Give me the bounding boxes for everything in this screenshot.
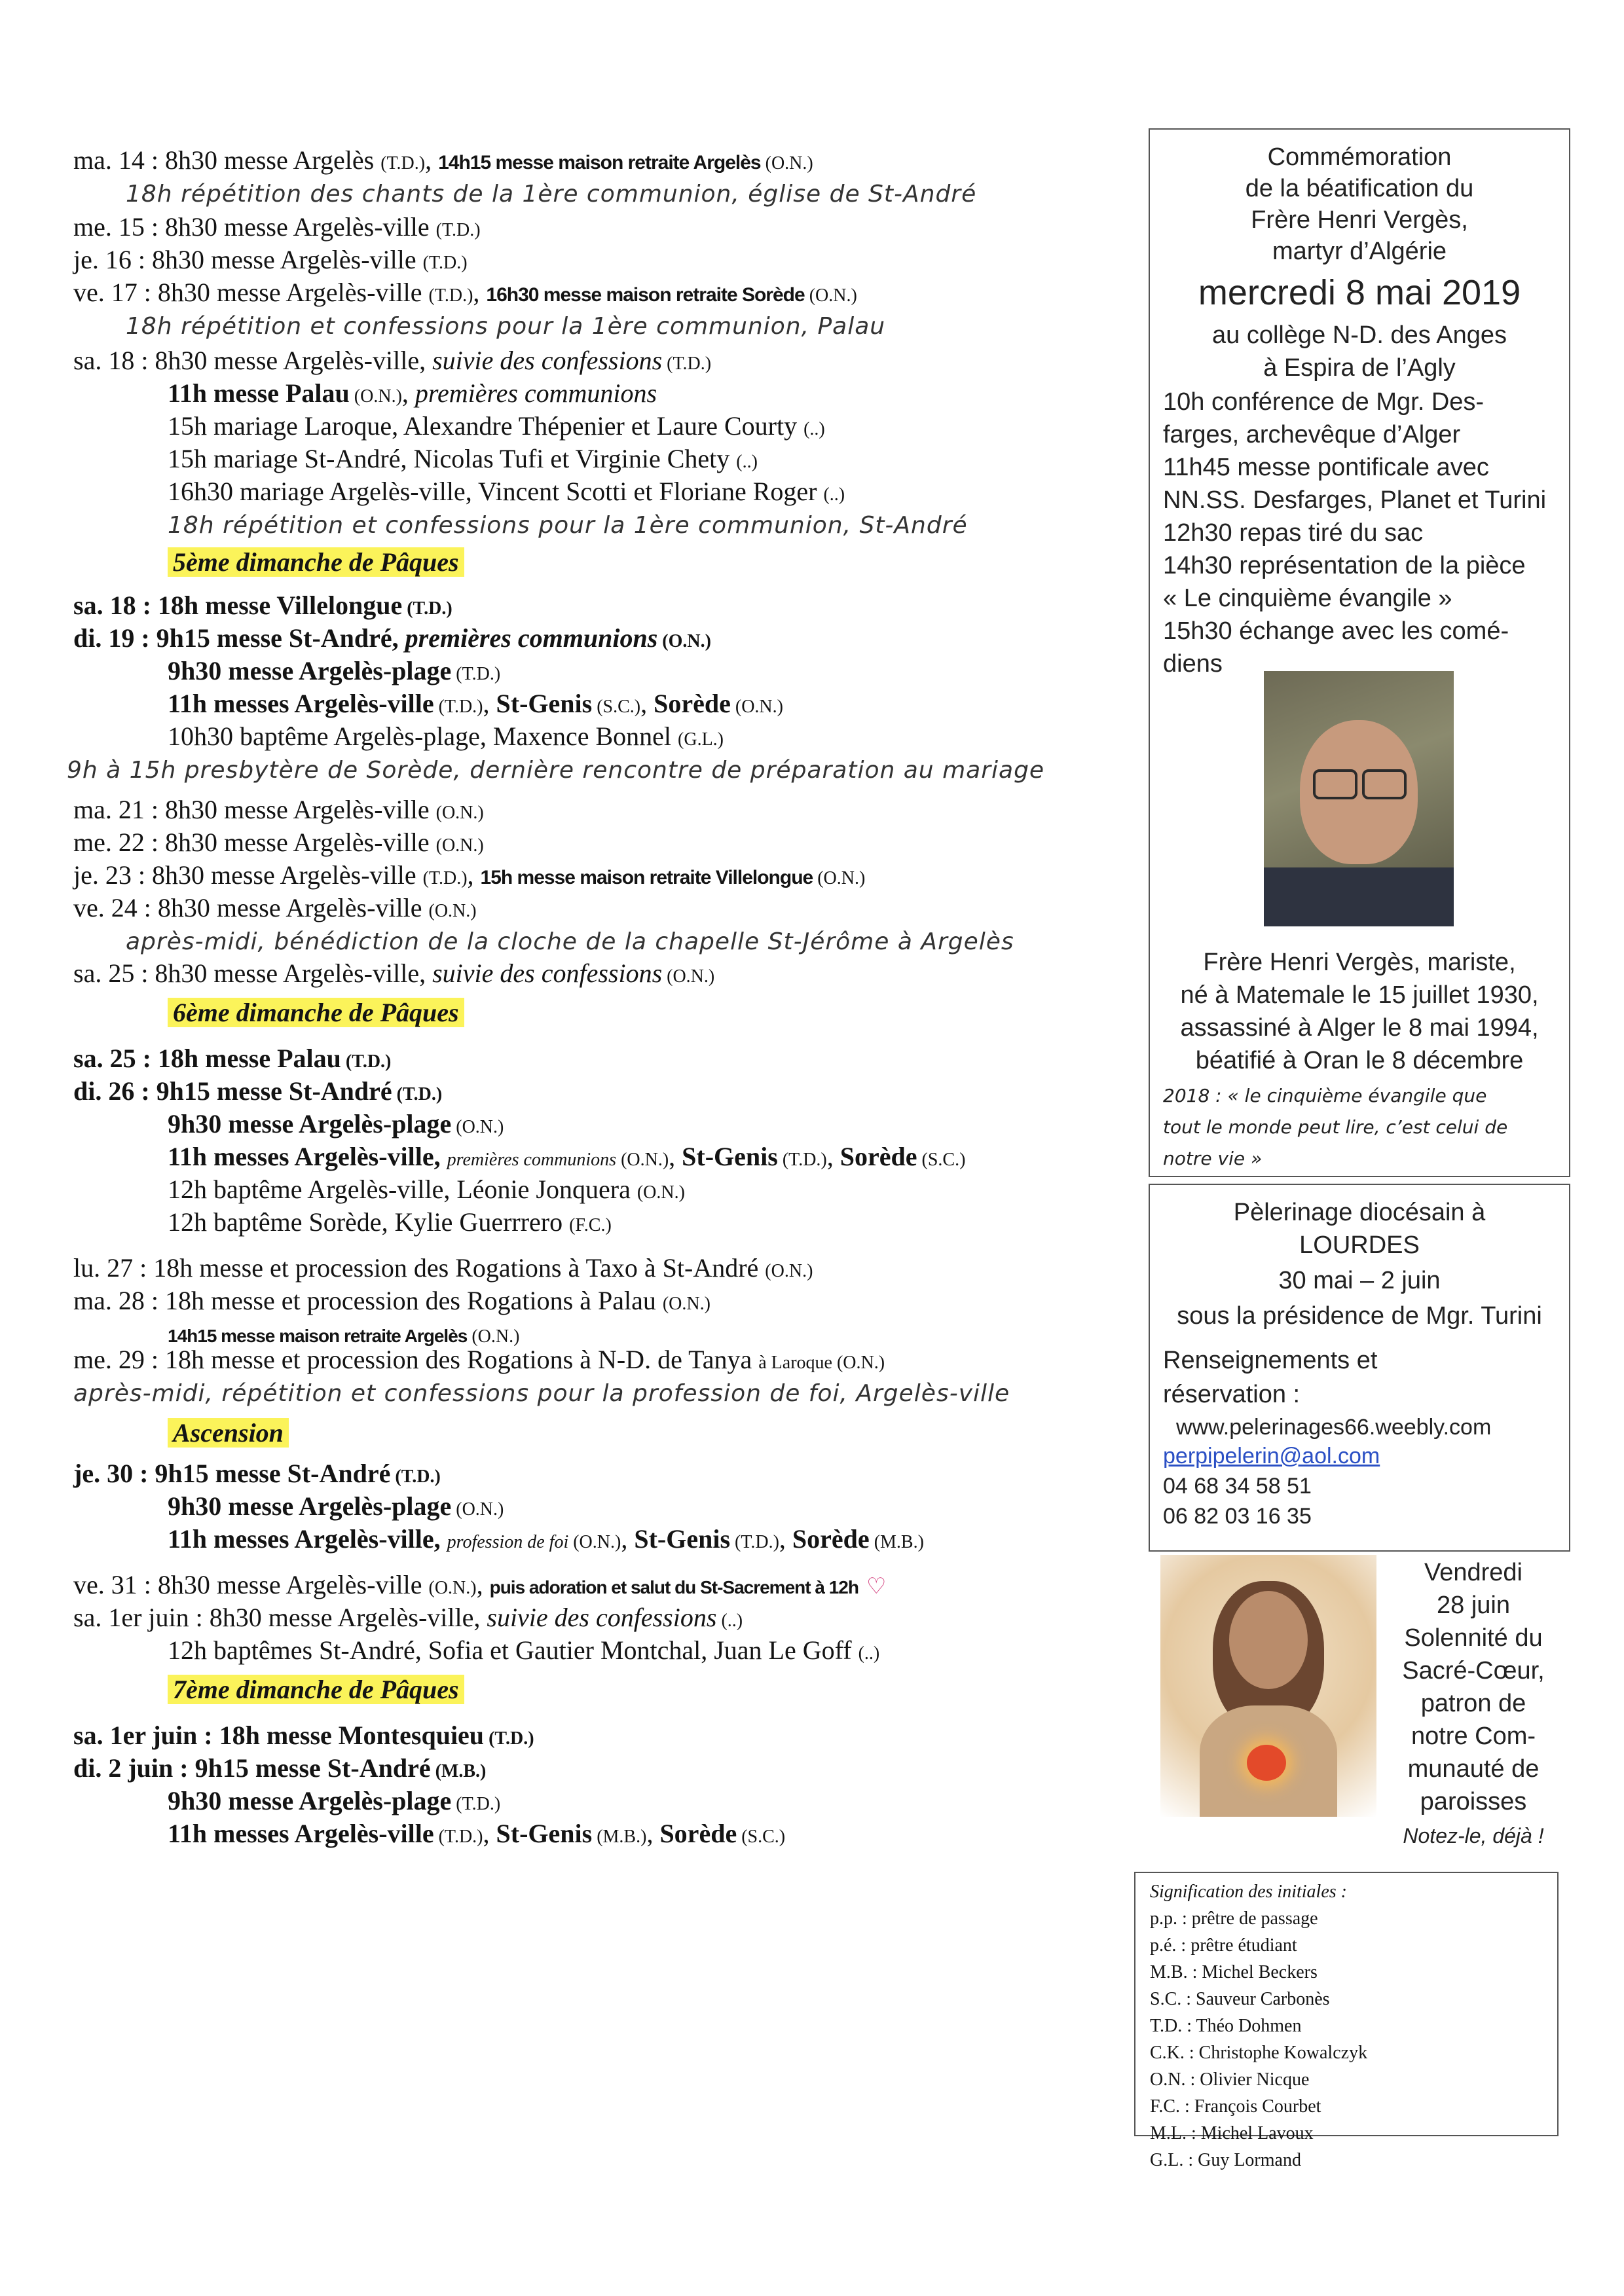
schedule-text: , <box>669 1142 682 1171</box>
schedule-text: me. 15 : 8h30 messe Argelès-ville <box>73 212 436 242</box>
schedule-text: 16h30 messe maison retraite Sorède <box>486 284 805 306</box>
schedule-text: ma. 28 : 18h messe et procession des Rogations à Palau <box>73 1286 663 1315</box>
schedule-line <box>67 753 1044 787</box>
beatification-line: Commémoration <box>1267 143 1452 171</box>
schedule-text: (O.N.) <box>765 1261 813 1281</box>
schedule-text: (..) <box>803 419 825 439</box>
beatification-place: au collège N-D. des Anges <box>1212 321 1507 349</box>
schedule-text: (O.N.) <box>467 1326 520 1347</box>
schedule-line <box>126 309 885 343</box>
schedule-text: , <box>640 689 654 718</box>
beatification-place: à Espira de l’Agly <box>1263 354 1456 382</box>
schedule-text: (M.B.) <box>869 1532 924 1552</box>
schedule-text: (T.D.) <box>402 598 452 619</box>
schedule-line <box>73 1752 486 1788</box>
schedule-text: (O.N.) <box>657 631 711 651</box>
schedule-line <box>168 1785 500 1821</box>
schedule-text: (T.D.) <box>484 1728 534 1749</box>
pilgrimage-box <box>1149 1184 1570 1552</box>
schedule-line <box>168 410 825 446</box>
schedule-text: (T.D.) <box>434 697 483 717</box>
sacred-heart-line: munauté de <box>1407 1755 1540 1783</box>
schedule-text: 10h30 baptême Argelès-plage, Maxence Bonnel <box>168 721 678 751</box>
schedule-text: je. 23 : 8h30 messe Argelès-ville <box>73 860 423 890</box>
legend-item: p.p. : prêtre de passage <box>1150 1908 1318 1929</box>
schedule-line <box>168 1206 612 1242</box>
schedule-text: (T.D.) <box>730 1532 779 1552</box>
schedule-text: (O.N.) <box>832 1353 885 1373</box>
schedule-text: , <box>476 1570 490 1599</box>
schedule-text: (F.C.) <box>569 1215 612 1235</box>
schedule-line <box>73 793 484 829</box>
sacred-heart-note: Notez-le, déjà ! <box>1403 1824 1544 1848</box>
schedule-text: , <box>779 1524 792 1554</box>
schedule-text: à Laroque <box>758 1353 832 1373</box>
schedule-text: (O.N.) <box>428 1578 477 1598</box>
schedule-text: (T.D.) <box>434 1827 483 1847</box>
schedule-line <box>73 276 857 312</box>
schedule-line <box>73 144 813 180</box>
schedule-text: Sorède <box>840 1142 917 1171</box>
sacred-heart-line: Solennité du <box>1404 1624 1543 1652</box>
schedule-text: 14h15 messe maison retraite Argelès <box>438 152 761 173</box>
schedule-text: St-Genis <box>496 689 593 718</box>
beatification-line: Frère Henri Vergès, <box>1251 206 1468 234</box>
program-line: 14h30 représentation de la pièce <box>1163 552 1526 579</box>
schedule-text: (M.B.) <box>592 1827 647 1847</box>
schedule-line <box>73 589 452 625</box>
schedule-line <box>168 655 500 691</box>
schedule-text: (T.D.) <box>422 253 468 273</box>
handwritten-note: après-midi, bénédiction de la cloche de la chapelle St-Jérôme à Argelès <box>126 928 1014 955</box>
program-line: 15h30 échange avec les comé- <box>1163 617 1509 645</box>
program-line: 10h conférence de Mgr. Des- <box>1163 388 1485 416</box>
program-line: NN.SS. Desfarges, Planet et Turini <box>1163 486 1547 514</box>
schedule-line <box>168 1817 785 1853</box>
schedule-line <box>73 622 711 658</box>
schedule-text: , <box>473 278 487 307</box>
schedule-text: (O.N.) <box>568 1532 621 1552</box>
sacred-heart-line: Sacré-Cœur, <box>1402 1657 1545 1685</box>
schedule-text: sa. 18 : 18h messe Villelongue <box>73 591 403 620</box>
bio-line: Frère Henri Vergès, mariste, <box>1203 949 1516 976</box>
bio-line: assassiné à Alger le 8 mai 1994, <box>1180 1014 1539 1042</box>
email-link[interactable]: perpipelerin@aol.com <box>1163 1444 1380 1468</box>
pilgrimage-line: sous la présidence de Mgr. Turini <box>1177 1302 1542 1330</box>
schedule-line <box>168 720 724 756</box>
schedule-text: (T.D.) <box>451 664 501 684</box>
schedule-text: 12h baptêmes St-André, Sofia et Gautier Montchal, Juan Le Goff <box>168 1635 858 1665</box>
liturgical-heading: Ascension <box>168 1418 289 1448</box>
beatification-date: mercredi 8 mai 2019 <box>1198 273 1521 312</box>
info-line: réservation : <box>1163 1381 1301 1408</box>
schedule-text: me. 22 : 8h30 messe Argelès-ville <box>73 828 436 857</box>
schedule-text: 11h messe Palau <box>168 378 350 408</box>
schedule-text: (O.N.) <box>349 386 402 407</box>
program-line: farges, archevêque d’Alger <box>1163 421 1461 448</box>
schedule-line <box>73 211 481 247</box>
schedule-line <box>168 996 464 1029</box>
schedule-text: profession de foi <box>447 1532 569 1552</box>
program-line: « Le cinquième évangile » <box>1163 585 1452 612</box>
schedule-line <box>73 859 865 895</box>
schedule-text: sa. 1er juin : 8h30 messe Argelès-ville, <box>73 1603 487 1632</box>
program-line: 11h45 messe pontificale avec <box>1163 454 1489 481</box>
schedule-text: (T.D.) <box>428 285 473 306</box>
phone-number: 06 82 03 16 35 <box>1163 1504 1312 1529</box>
beatification-box <box>1149 128 1570 1177</box>
schedule-text: (S.C.) <box>917 1150 966 1170</box>
schedule-text: (M.B.) <box>430 1761 487 1781</box>
schedule-text: St-Genis <box>682 1142 778 1171</box>
schedule-text: premières communions <box>415 378 657 408</box>
handwritten-note: 18h répétition des chants de la 1ère communion, église de St-André <box>126 181 977 208</box>
bio-quote: tout le monde peut lire, c’est celui de <box>1163 1116 1508 1138</box>
schedule-text: suivie des confessions <box>432 346 663 375</box>
schedule-text: premières communions <box>447 1150 617 1170</box>
schedule-text: (O.N.) <box>637 1182 685 1203</box>
legend-item: T.D. : Théo Dohmen <box>1150 2016 1302 2036</box>
schedule-text: me. 29 : 18h messe et procession des Rogations à N-D. de Tanya <box>73 1345 759 1374</box>
schedule-line <box>126 177 976 211</box>
schedule-text: (..) <box>736 452 758 472</box>
sacred-heart-line: patron de <box>1420 1690 1526 1717</box>
liturgical-heading: 7ème dimanche de Pâques <box>168 1675 464 1704</box>
schedule-text: ma. 14 : 8h30 messe Argelès <box>73 145 381 175</box>
program-line: diens <box>1163 650 1223 678</box>
initials-legend <box>1134 1872 1559 2170</box>
sacred-heart-line: 28 juin <box>1437 1592 1510 1619</box>
schedule-line <box>168 377 657 413</box>
schedule-text: , <box>826 1142 840 1171</box>
schedule-text: (O.N.) <box>730 697 783 717</box>
program-line: 12h30 repas tiré du sac <box>1163 519 1424 547</box>
schedule-text: (O.N.) <box>451 1499 504 1520</box>
sacred-heart-line: Vendredi <box>1424 1559 1522 1586</box>
schedule-line <box>73 1719 534 1755</box>
schedule-line <box>168 687 783 723</box>
info-line: Renseignements et <box>1163 1347 1378 1374</box>
schedule-text: , <box>646 1819 660 1848</box>
schedule-text: , <box>425 145 439 175</box>
schedule-text: , <box>401 378 415 408</box>
schedule-text: (O.N.) <box>435 803 484 823</box>
schedule-line <box>168 1173 685 1209</box>
schedule-text: di. 2 juin : 9h15 messe St-André <box>73 1753 431 1783</box>
legend-item: F.C. : François Courbet <box>1150 2096 1321 2117</box>
schedule-text: suivie des confessions <box>432 958 663 988</box>
schedule-text: (O.N.) <box>813 868 866 888</box>
handwritten-note: 18h répétition et confessions pour la 1ère communion, Palau <box>126 313 886 340</box>
schedule-text: (O.N.) <box>428 901 477 921</box>
schedule-text: (O.N.) <box>662 1294 710 1314</box>
sacred-heart-line: paroisses <box>1420 1788 1527 1815</box>
schedule-text: 9h30 messe Argelès-plage <box>168 1109 452 1139</box>
legend-item: M.L. : Michel Lavoux <box>1150 2123 1314 2143</box>
schedule-text: Sorède <box>792 1524 870 1554</box>
website-link[interactable]: www.pelerinages66.weebly.com <box>1176 1415 1492 1440</box>
schedule-line <box>73 1343 885 1379</box>
schedule-text: (G.L.) <box>678 729 724 750</box>
schedule-text: (O.N.) <box>451 1117 504 1137</box>
schedule-text: (O.N.) <box>804 285 857 306</box>
schedule-line <box>73 1569 886 1605</box>
sacred-heart-line: notre Com- <box>1411 1722 1536 1750</box>
legend-title: Signification des initiales : <box>1150 1882 1347 1902</box>
schedule-text: ma. 21 : 8h30 messe Argelès-ville <box>73 795 436 824</box>
schedule-text: , <box>483 1819 496 1848</box>
schedule-text: 16h30 mariage Argelès-ville, Vincent Scotti et Floriane Roger <box>168 477 824 506</box>
schedule-line <box>73 1376 1010 1410</box>
schedule-text: di. 26 : 9h15 messe St-André <box>73 1076 392 1106</box>
schedule-line <box>168 1140 965 1176</box>
schedule-line <box>73 1075 442 1111</box>
schedule-text: 11h messes Argelès-ville, <box>168 1142 447 1171</box>
legend-item: S.C. : Sauveur Carbonès <box>1150 1989 1330 2009</box>
pilgrimage-line: LOURDES <box>1299 1231 1420 1259</box>
bio-line: béatifié à Oran le 8 décembre <box>1195 1047 1524 1074</box>
schedule-line <box>73 1285 710 1321</box>
schedule-text: puis adoration et salut du St-Sacrement à 12h <box>489 1577 858 1597</box>
schedule-text: (O.N.) <box>616 1150 669 1170</box>
schedule-text: 12h baptême Argelès-ville, Léonie Jonquera <box>168 1175 637 1204</box>
schedule-text: ♡ <box>866 1575 887 1599</box>
pilgrimage-line: 30 mai – 2 juin <box>1278 1267 1441 1294</box>
schedule-text: 11h messes Argelès-ville <box>168 1819 434 1848</box>
schedule-text: Sorède <box>659 1819 737 1848</box>
schedule-line <box>168 1490 504 1526</box>
schedule-line <box>168 1634 879 1670</box>
handwritten-note: après-midi, répétition et confessions pour la profession de foi, Argelès-ville <box>73 1380 1010 1407</box>
schedule-text: (T.D.) <box>777 1150 827 1170</box>
schedule-text: (..) <box>858 1643 880 1664</box>
legend-item: O.N. : Olivier Nicque <box>1150 2069 1310 2090</box>
schedule-text: 14h15 messe maison retraite Argelès <box>168 1326 468 1346</box>
schedule-text: sa. 1er juin : 18h messe Montesquieu <box>73 1721 485 1750</box>
schedule-text: (T.D.) <box>390 1467 441 1487</box>
schedule-line <box>168 508 968 542</box>
schedule-text: , <box>467 860 481 890</box>
schedule-line <box>168 546 464 579</box>
legend-item: M.B. : Michel Beckers <box>1150 1962 1318 1982</box>
schedule-line <box>73 1457 441 1493</box>
schedule-text: (T.D.) <box>435 220 481 240</box>
legend-item: C.K. : Christophe Kowalczyk <box>1150 2043 1368 2063</box>
schedule-text: (S.C.) <box>592 697 641 717</box>
schedule-line <box>168 1673 464 1706</box>
sacred-heart-image <box>1160 1555 1376 1817</box>
schedule-text: je. 30 : 9h15 messe St-André <box>73 1459 391 1488</box>
schedule-line <box>168 1108 504 1144</box>
schedule-text: (T.D.) <box>380 153 426 173</box>
schedule-text: (S.C.) <box>737 1827 786 1847</box>
schedule-text: sa. 18 : 8h30 messe Argelès-ville, <box>73 346 433 375</box>
bio-quote: notre vie » <box>1163 1148 1263 1169</box>
schedule-text: sa. 25 : 8h30 messe Argelès-ville, <box>73 958 433 988</box>
schedule-text: (..) <box>716 1611 743 1631</box>
schedule-text: (..) <box>823 484 845 505</box>
schedule-text: suivie des confessions <box>487 1603 717 1632</box>
schedule-text: (O.N.) <box>435 835 484 856</box>
schedule-text: (O.N.) <box>662 966 715 987</box>
schedule-text: ve. 31 : 8h30 messe Argelès-ville <box>73 1570 429 1599</box>
schedule-line <box>168 475 845 511</box>
schedule-text: sa. 25 : 18h messe Palau <box>73 1044 341 1073</box>
schedule-line <box>73 1601 743 1637</box>
schedule-text: je. 16 : 8h30 messe Argelès-ville <box>73 245 423 274</box>
schedule-text: 9h30 messe Argelès-plage <box>168 1491 452 1521</box>
legend-item: p.é. : prêtre étudiant <box>1150 1935 1297 1956</box>
schedule-text: lu. 27 : 18h messe et procession des Rogations à Taxo à St-André <box>73 1253 766 1283</box>
schedule-text: 11h messes Argelès-ville, <box>168 1524 447 1554</box>
liturgical-heading: 6ème dimanche de Pâques <box>168 998 464 1027</box>
schedule-line <box>73 244 468 280</box>
schedule-text: , <box>483 689 496 718</box>
schedule-text: St-Genis <box>496 1819 593 1848</box>
schedule-text: 9h30 messe Argelès-plage <box>168 1786 452 1815</box>
schedule-text: 15h messe maison retraite Villelongue <box>480 867 813 888</box>
schedule-line <box>168 443 758 479</box>
schedule-line <box>168 1417 289 1449</box>
schedule-text: 15h mariage St-André, Nicolas Tufi et Virginie Chety <box>168 444 737 473</box>
schedule-text: 12h baptême Sorède, Kylie Guerrrero <box>168 1207 570 1237</box>
beatification-line: martyr d’Algérie <box>1272 238 1447 265</box>
liturgical-heading: 5ème dimanche de Pâques <box>168 547 464 577</box>
schedule-line <box>73 957 714 993</box>
phone-number: 04 68 34 58 51 <box>1163 1474 1312 1499</box>
schedule-line <box>73 344 711 380</box>
bio-line: né à Matemale le 15 juillet 1930, <box>1180 981 1539 1009</box>
schedule-text: Sorède <box>654 689 731 718</box>
schedule-text: premières communions <box>405 623 658 653</box>
schedule-text: (O.N.) <box>760 153 813 173</box>
schedule-text: ve. 24 : 8h30 messe Argelès-ville <box>73 893 429 922</box>
schedule-text: St-Genis <box>634 1524 731 1554</box>
schedule-text: (T.D.) <box>451 1794 501 1814</box>
schedule-line <box>126 924 1014 958</box>
schedule-text: 9h30 messe Argelès-plage <box>168 656 452 685</box>
schedule-text: , <box>621 1524 635 1554</box>
handwritten-note: 9h à 15h presbytère de Sorède, dernière rencontre de préparation au mariage <box>67 757 1045 784</box>
handwritten-note: 18h répétition et confessions pour la 1ère communion, St-André <box>168 512 968 539</box>
schedule-line <box>73 892 477 928</box>
portrait-photo <box>1264 671 1454 926</box>
schedule-text: 15h mariage Laroque, Alexandre Thépenier et Laure Courty <box>168 411 804 441</box>
schedule-line <box>73 826 484 862</box>
schedule-line <box>73 1252 813 1288</box>
schedule-text: 11h messes Argelès-ville <box>168 689 434 718</box>
bio-quote: 2018 : « le cinquième évangile que <box>1163 1085 1487 1106</box>
schedule-text: (T.D.) <box>422 868 468 888</box>
schedule-line <box>73 1042 391 1078</box>
schedule-text: (T.D.) <box>662 354 712 374</box>
schedule-text: (T.D.) <box>392 1084 443 1104</box>
schedule-text: di. 19 : 9h15 messe St-André, <box>73 623 405 653</box>
beatification-line: de la béatification du <box>1245 175 1474 202</box>
schedule-text: (T.D.) <box>341 1051 392 1072</box>
legend-item: G.L. : Guy Lormand <box>1150 2150 1301 2170</box>
schedule-line <box>168 1523 924 1559</box>
pilgrimage-line: Pèlerinage diocésain à <box>1233 1199 1486 1226</box>
schedule-text: ve. 17 : 8h30 messe Argelès-ville <box>73 278 429 307</box>
